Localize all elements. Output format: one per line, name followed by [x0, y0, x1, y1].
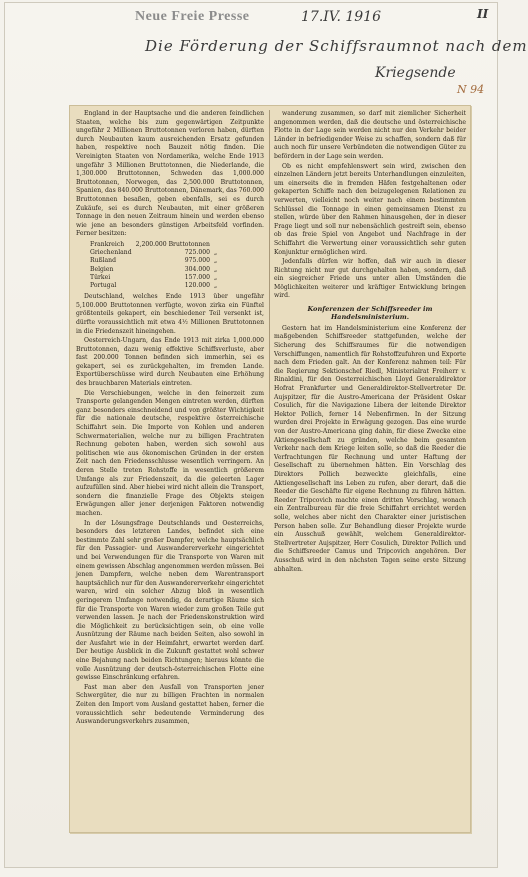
country-cell: Griechenland [90, 249, 132, 257]
archive-mark: N 94 [457, 83, 485, 96]
page-number: II [477, 7, 489, 21]
ditto-mark: „ [213, 265, 218, 273]
paragraph: Gestern hat im Handelsministerium eine Konferenz der maßgebenden Schiffsreeder stattgefunden, welche der Sicherung des Schiffsraumes für die notwendigen Verschiffungen, namentlich für Rohstoffzufuhren und Exporte nach dem Frieden galt. An der Konferenz nahmen teil: Für die Regierung Sektionschef Riedl, Ministerialrat Freiherr v. Rinaldini, für den Oesterreichischen Lloyd Generaldirektor Hofrat Frankfurter und Generaldirektor-Stellvertreter Dr. Aujspitzer, für die Austro-Americana der Präsident Oskar Cosulich, für die Navigazione Libera der leitende Direktor Hektor Pollich, ferner 14 Nebenfirmen. In der Sitzung wurden drei Projekte in Erwägung gezogen. Das eine wurde von der Austro-Americana ging dahin, für diese Zwecke eine Aktiengesellschaft zu gründen, welche beim gesamten Verkehr nach dem Kriege leiten solle, so daß die Reeder die Verfrachtungen für Rechnung und unter Haftung der Gesellschaft zu übernehmen hätten. Ein Vorschlag des Direktors Pollich bezweckte gleichfalls, eine Aktiengesellschaft ins Leben zu rufen, aber derart, daß die Reeder die Geschäfte für eigene Rechnung zu führen hätten. Reeder Tripcovich machte einen dritten Vorschlag, wonach ein Zentralbureau für die freie Schiffahrt errichtet werden solle, welches aber nicht den Charakter einer juristischen Person haben solle. Zur Behandlung dieser Projekte wurde ein Ausschuß gewählt, welchem Generaldirektor-Stellvertreter Aujspitzer, Herr Cosulich, Direktor Pollich und die Schiffsreeder Camus und Tripcovich angehören. Der Ausschuß wird in den nächsten Tagen seine erste Sitzung abhalten. [274, 324, 466, 573]
handwritten-title: Die Förderung der Schiffsraumnot nach dem [145, 37, 528, 55]
tons-cell: 304.000 [184, 265, 210, 273]
paragraph: Die Verschiebungen, welche in den feinerzeit zum Transporte gelangenden Mengen eintreten werden, dürften ganz besonders einschneidend und von größter Wichtigkeit für die nationale deutsche, respektive österreichische Schiffahrt sein. Die Importe von Kohlen und anderen Schwermaterialien, welche nur zu billigen Frachtraten Rechnung geboten haben, werden sich sowohl aus politischen wie aus ökonomischen Gründen in der ersten Zeit nach den Friedensschlusse wesentlich verringern. An deren Stelle treten Rohstoffe in wesentlich größerem Umfange als zur Friedenszeit, da die geleerten Lager aufzufüllen sind. Aber hiebei wird nicht allein die Transport, sondern die finanzielle Frage des Objekts steigen Erwägungen aller jener derjenigen Faktoren notwendig machen. [76, 389, 264, 517]
country-cell: Frankreich [90, 240, 125, 248]
table-row [90, 282, 221, 290]
paragraph: England in der Hauptsache und die anderen feindlichen Staaten, welche bis zum gegenwärtigen Zeitpunkte ungefähr 2 Millionen Bruttotonnen verloren haben, dürften durch Neubauten kaum ausreichenden Ersatz gefunden haben, respektive noch Bauzeit nötig finden. Die Vereinigten Staaten von Nordamerika, welche Ende 1913 ungefähr 3 Millionen Bruttotonnen, die Niederlande, die 1,300.000 Bruttotonnen, Schweden das 1,000.000 Bruttotonnen, Norwegen, das 2,500.000 Bruttotonnen, Spanien, das 840.000 Bruttotonnen, Dänemark, das 760.000 Bruttotonnen besaßen, geben ebenfalls, sei es durch Zukäufe, sei es durch Neubauten, mit einer größeren Tonnage in den neuen Zeitraum hinein und werden ebenso wie jene an besonders günstigen Arbeitsfeld vorfinden. Ferner besitzen: [76, 110, 264, 238]
table-row [90, 241, 221, 249]
table-row [90, 266, 221, 274]
left-column [76, 110, 264, 828]
tons-cell: 157.000 [184, 273, 210, 281]
table-row [90, 249, 221, 257]
paragraph: Ob es nicht empfehlenswert sein wird, zwischen den einzelnen Ländern jetzt bereits Unterhandlungen einzuleiten, um einerseits die in fremden Häfen festgehaltenen oder gekaperten Schiffe nach den beizugelegenen Relationen zu verwerten, vielleicht noch weiter nach einem bestimmten Schlüssel die Tonnage in einen gemeinsamen Dienst zu stellen, würde über den Rahmen hinausgehen, der in dieser Frage liegt und soll nur nebensächlich gestreift sein, ebenso ob das freie Spiel von Angebot und Nachfrage in der Schiffahrt die Verwertung einer voraussichtlich sehr guten Konjunktur ermöglichen wird. [274, 162, 466, 256]
ditto-mark: „ [213, 273, 218, 281]
column-divider [269, 110, 270, 466]
handwritten-title-continued: Kriegsende [375, 65, 456, 81]
article-subheading: Konferenzen der Schiffsreeder im Handelsministerium. [307, 305, 433, 322]
ditto-mark: „ [213, 249, 218, 257]
paragraph: Oesterreich-Ungarn, das Ende 1913 mit zirka 1,000.000 Bruttotonnen, dazu wenig effektive Schiffsverluste, aber fast 200.000 Tonnen befinden sich immerhin, sei es gekapert, sei es zurückgehalten, im fremden Lande. Exportüberschüsse wird durch Neubauten eine Erhöhung des brauchbaren Materials eintreten. [76, 337, 264, 388]
country-cell: Portugal [90, 281, 117, 289]
tons-cell: 725.000 [184, 249, 210, 257]
country-cell: Rußland [90, 257, 116, 265]
table-row [90, 257, 221, 265]
handwritten-date: 17.IV. 1916 [301, 9, 381, 25]
archive-sheet [4, 2, 528, 868]
tons-cell: 120.000 [184, 281, 210, 289]
country-cell: Türkei [90, 273, 111, 281]
right-column [274, 110, 466, 573]
ditto-mark: „ [213, 257, 218, 265]
tons-cell: 2,200.000 Bruttotonnen [135, 240, 210, 248]
tons-cell: 975.000 [184, 257, 210, 265]
paragraph: Fast man aber den Ausfall von Transporten jener Schwergüter, die nur zu billigen Frachten in normalen Zeiten den Import vom Ausland gestattet haben, ferner die voraussichtlich sehr bedeutende Verminderung des Auswanderungsverkehrs zusammen, [76, 683, 264, 726]
newspaper-masthead: Neue Freie Presse [135, 9, 250, 24]
country-cell: Belgien [90, 265, 114, 273]
paragraph: Jedenfalls dürfen wir hoffen, daß wir auch in dieser Richtung nicht nur gut durchgehalten haben, sondern, daß ein siegreicher Friede uns unter allen Umständen die Möglichkeiten weiterer und kräftiger Entwicklung bringen wird. [274, 258, 466, 300]
newspaper-clipping [69, 105, 471, 833]
tonnage-table [90, 241, 221, 290]
paragraph: In der Lösungsfrage Deutschlands und Oesterreichs, besonders des letzteren Landes, befindet sich eine bestimmte Zahl sehr großer Dampfer, welche hauptsächlich für den Passagier- und Auswandererverkehr eingerichtet und bei Verwendungen für die Transporte von Waren mit einem gewissen Abschlag angenommen werden müssen. Bei jenen Dampfern, welche neben dem Warentransport hauptsächlich nur für den Auswandererverkehr eingerichtet waren, wird ein solcher Abzug bloß in wesentlich geringerem Umfange notwendig, da derartige Räume sich für die Transporte von Waren wieder zum großen Teile gut verwenden lassen. Je nach der Friedenskonstruktion wird die Möglichkeit zu berücksichtigen sein, ob eine volle Ausnützung der Räume nach beiden Seiten, also sowohl in der Ausfahrt wie in der Heimfahrt, erwartet werden darf. Der heutige Ausblick in die Zukunft gestattet wohl schwer eine Bejahung nach beiden Richtungen; hieraus könnte die volle Ausnützung der deutsch-österreichischen Flotte eine gewisse Einschränkung erfahren. [76, 519, 264, 682]
paragraph: Deutschland, welches Ende 1913 über ungefähr 5,100.000 Bruttotonnen verfügte, wovon zirka ein Fünftel größtenteils gekapert, ein beschiedener Teil versenkt ist, dürfte voraussichtlich mit etwa 4½ Millionen Bruttotonnen in die Friedenszeit hineingehen. [76, 293, 264, 335]
ditto-mark: „ [213, 281, 218, 289]
table-row [90, 274, 221, 282]
paragraph: wanderung zusammen, so darf mit ziemlicher Sicherheit angenommen werden, daß die deutsche und österreichische Flotte in der Lage sein werden nicht nur den Verkehr beider Länder in befriedigender Weise zu schaffen, sondern daß für auch noch für unsere Verbündeten die notwendigen Güter zu befördern in der Lage sein werden. [274, 110, 466, 160]
